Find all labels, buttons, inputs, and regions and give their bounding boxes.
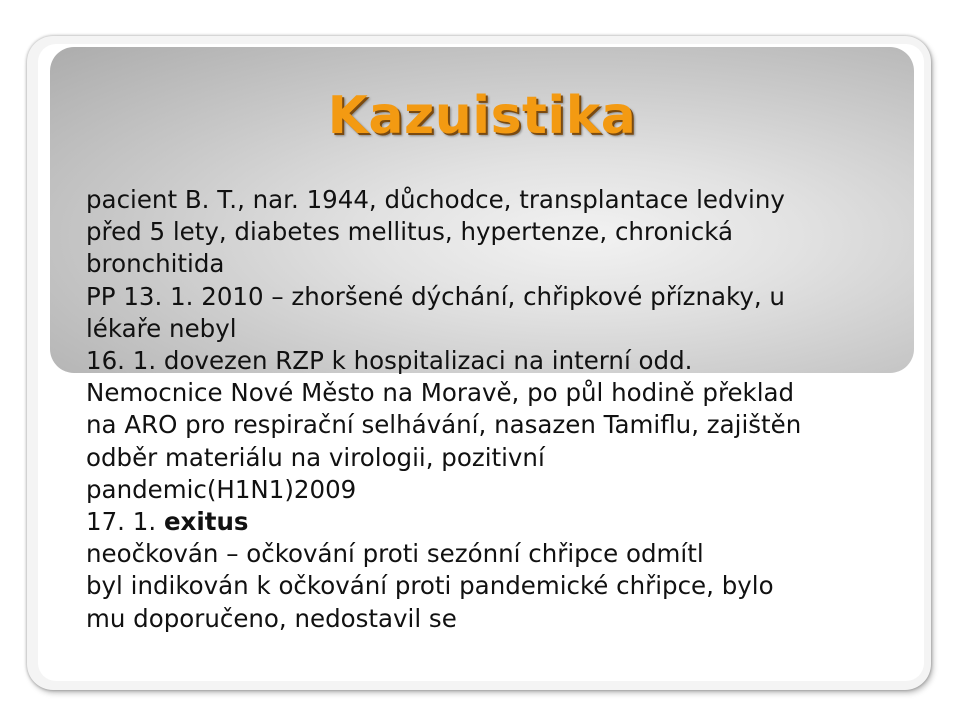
body-line: bronchitida <box>86 249 225 279</box>
slide-body <box>86 184 886 635</box>
body-line: 16. 1. dovezen RZP k hospitalizaci na interní odd. <box>86 346 693 376</box>
body-line: mu doporučeno, nedostavil se <box>86 603 457 633</box>
body-line: na ARO pro respirační selhávání, nasazen Tamiflu, zajištěn <box>86 410 802 440</box>
exitus-line <box>86 506 886 538</box>
body-line: byl indikován k očkování proti pandemické chřipce, bylo <box>86 571 774 601</box>
body-line: pacient B. T., nar. 1944, důchodce, transplantace ledviny <box>86 185 785 214</box>
body-line: odběr materiálu na virologii, pozitivní <box>86 442 545 472</box>
body-line: pandemic(H1N1)2009 <box>86 474 357 504</box>
body-line: neočkován – očkování proti sezónní chřipce odmítl <box>86 539 704 569</box>
slide-title: Kazuistika <box>327 86 637 146</box>
body-line: Nemocnice Nové Město na Moravě, po půl hodině překlad <box>86 378 795 408</box>
body-line: PP 13. 1. 2010 – zhoršené dýchání, chřipkové příznaky, u <box>86 281 785 311</box>
exitus-word: exitus <box>163 507 249 537</box>
exitus-date: 17. 1. <box>86 507 157 537</box>
body-line: před 5 lety, diabetes mellitus, hypertenze, chronická <box>86 217 734 247</box>
body-line: lékaře nebyl <box>86 313 237 343</box>
